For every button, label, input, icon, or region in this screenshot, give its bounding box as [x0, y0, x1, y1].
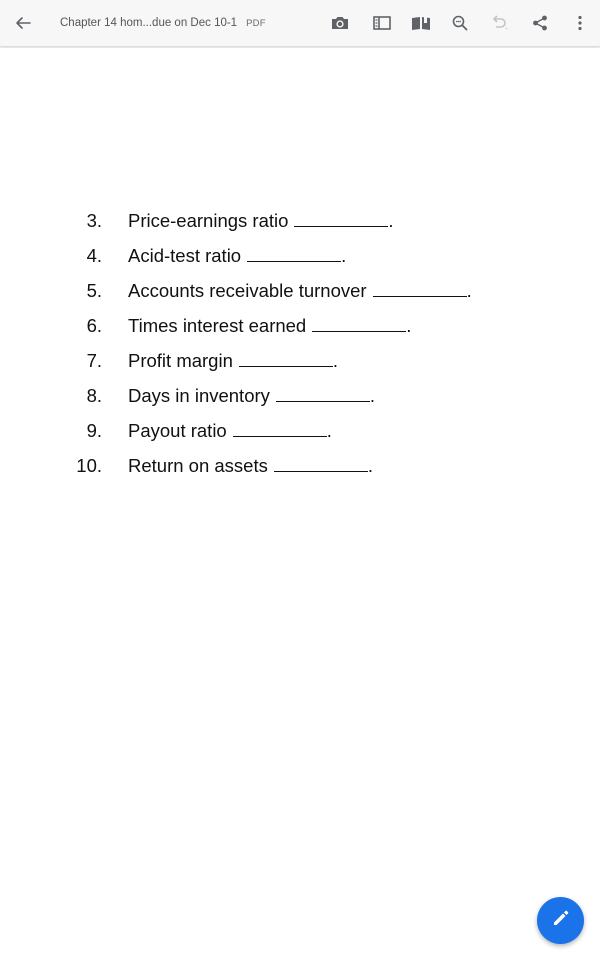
question-number: 10. — [76, 455, 102, 476]
question-text: Profit margin — [128, 350, 233, 371]
question-number: 4. — [86, 245, 102, 266]
question-text-wrap — [128, 385, 375, 407]
question-number: 6. — [86, 315, 102, 336]
question-text: Return on assets — [128, 455, 268, 476]
zoom-icon — [451, 14, 469, 32]
list-item — [0, 274, 600, 309]
back-button[interactable] — [5, 0, 41, 46]
file-type-label: PDF — [246, 17, 266, 29]
question-number: 7. — [86, 350, 102, 371]
question-end: . — [388, 210, 394, 231]
list-item — [0, 239, 600, 274]
answer-blank — [312, 316, 406, 332]
question-text-wrap — [128, 455, 373, 477]
undo-button[interactable] — [482, 0, 518, 46]
list-item — [0, 344, 600, 379]
question-text: Price-earnings ratio — [128, 210, 289, 231]
question-text: Times interest earned — [128, 315, 307, 336]
question-end: . — [466, 280, 472, 301]
list-item — [0, 414, 600, 449]
question-text-wrap — [128, 280, 472, 302]
answer-blank — [294, 211, 388, 227]
top-toolbar — [0, 0, 600, 47]
question-text-wrap — [128, 350, 338, 372]
answer-blank — [247, 246, 341, 262]
question-end: . — [332, 350, 339, 371]
question-text: Payout ratio — [128, 420, 227, 441]
answer-blank — [233, 421, 327, 437]
list-item — [0, 309, 600, 344]
question-text-wrap — [128, 210, 394, 232]
question-number: 8. — [86, 385, 102, 406]
question-text: Acid-test ratio — [128, 245, 242, 266]
pdf-page — [0, 48, 600, 960]
question-text-wrap — [128, 315, 411, 337]
undo-icon — [489, 14, 511, 32]
more-vert-icon — [576, 14, 584, 32]
list-item — [0, 204, 600, 239]
pencil-icon — [551, 908, 571, 933]
share-icon — [531, 14, 549, 32]
question-number: 5. — [86, 280, 102, 301]
camera-icon — [330, 14, 350, 32]
list-item — [0, 449, 600, 484]
document-title: Chapter 14 hom...due on Dec 10-1 — [60, 17, 238, 29]
sidebar-icon — [372, 14, 392, 32]
arrow-left-icon — [14, 14, 32, 32]
question-text: Days in inventory — [128, 385, 270, 406]
document-title-area — [60, 0, 266, 46]
answer-blank — [373, 281, 467, 297]
question-end: . — [341, 245, 347, 266]
question-end: . — [406, 315, 412, 336]
camera-button[interactable] — [322, 0, 358, 46]
question-text: Accounts receivable turnover — [128, 280, 367, 301]
question-list — [0, 204, 600, 484]
sidebar-button[interactable] — [364, 0, 400, 46]
book-icon — [410, 14, 432, 32]
answer-blank — [276, 386, 370, 402]
share-button[interactable] — [522, 0, 558, 46]
question-end: . — [369, 385, 376, 406]
more-options-button[interactable] — [562, 0, 598, 46]
question-text-wrap — [128, 245, 346, 267]
question-number: 9. — [86, 420, 102, 441]
question-end: . — [367, 455, 373, 476]
question-text-wrap — [128, 420, 332, 442]
edit-fab-button[interactable] — [537, 897, 584, 944]
zoom-button[interactable] — [442, 0, 478, 46]
answer-blank — [239, 351, 333, 367]
answer-blank — [274, 456, 368, 472]
question-number: 3. — [86, 210, 102, 231]
question-end: . — [326, 420, 332, 441]
page-view-button[interactable] — [403, 0, 439, 46]
list-item — [0, 379, 600, 414]
